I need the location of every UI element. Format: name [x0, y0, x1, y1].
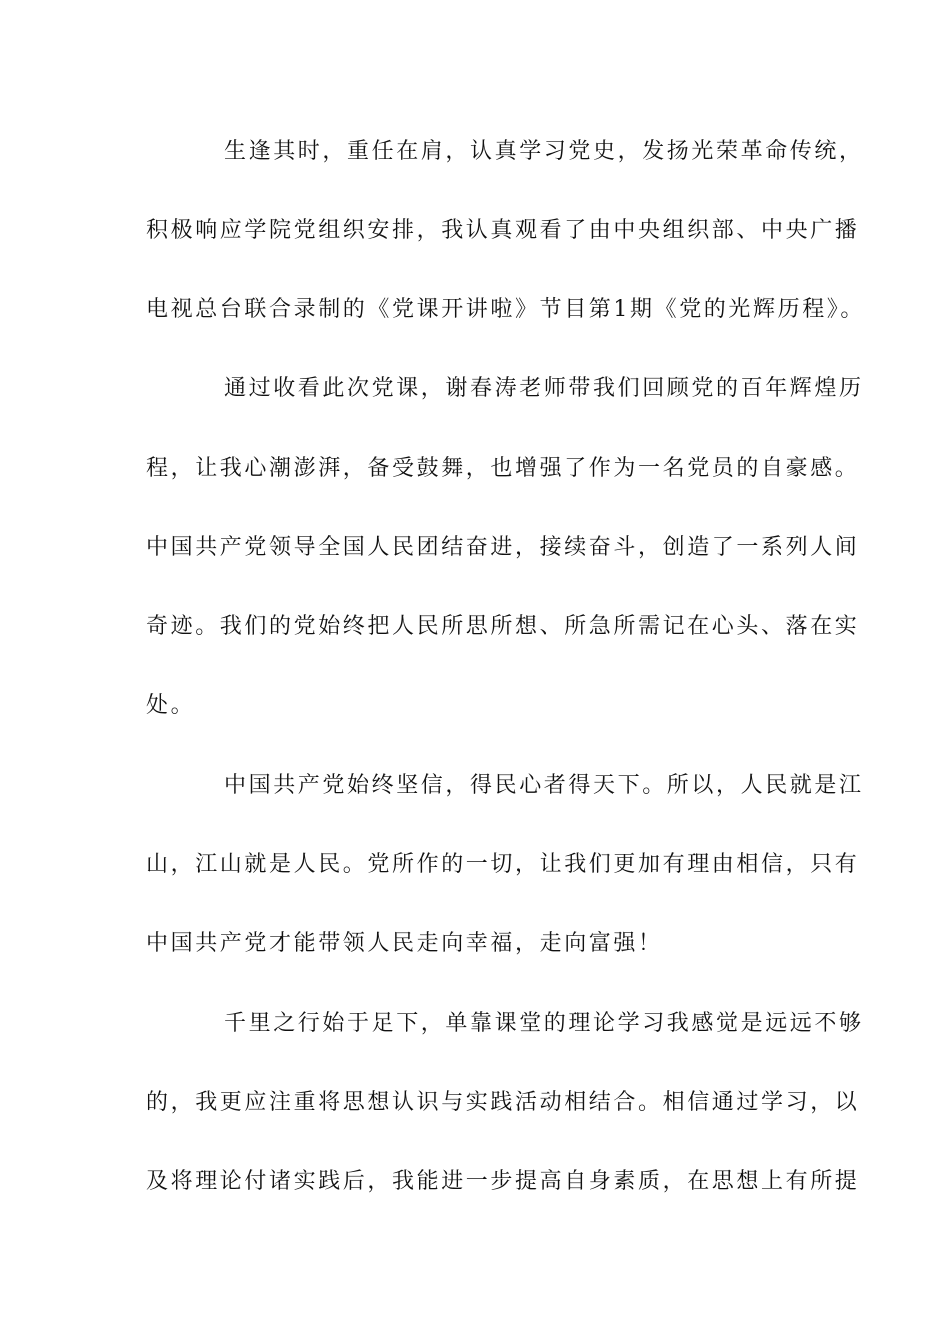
paragraph-3-line-1: 中国共产党始终坚信，得民心者得天下。所以，人民就是江 — [224, 773, 864, 798]
paragraph-2-line-2: 程，让我心潮澎湃，备受鼓舞，也增强了作为一名党员的自豪感。 — [146, 456, 860, 481]
paragraph-1-line-3: 电视总台联合录制的《党课开讲啦》节目第1期《党的光辉历程》。 — [146, 297, 865, 322]
paragraph-3-line-3: 中国共产党才能带领人民走向幸福，走向富强！ — [146, 931, 663, 956]
paragraph-1-line-1: 生逢其时，重任在肩，认真学习党史，发扬光荣革命传统， — [224, 139, 864, 164]
paragraph-4-line-3: 及将理论付诸实践后，我能进一步提高自身素质，在思想上有所提 — [146, 1169, 860, 1194]
paragraph-2-line-1: 通过收看此次党课，谢春涛老师带我们回顾党的百年辉煌历 — [224, 376, 864, 401]
paragraph-2-line-4: 奇迹。我们的党始终把人民所思所想、所急所需记在心头、落在实 — [146, 614, 860, 639]
paragraph-3-line-2: 山，江山就是人民。党所作的一切，让我们更加有理由相信，只有 — [146, 852, 860, 877]
paragraph-4-line-2: 的，我更应注重将思想认识与实践活动相结合。相信通过学习，以 — [146, 1090, 860, 1115]
paragraph-1-line-2: 积极响应学院党组织安排，我认真观看了由中央组织部、中央广播 — [146, 218, 860, 243]
paragraph-2-line-5: 处。 — [146, 693, 196, 718]
paragraph-4-line-1: 千里之行始于足下，单靠课堂的理论学习我感觉是远远不够 — [224, 1011, 864, 1036]
paragraph-2-line-3: 中国共产党领导全国人民团结奋进，接续奋斗，创造了一系列人间 — [146, 535, 860, 560]
